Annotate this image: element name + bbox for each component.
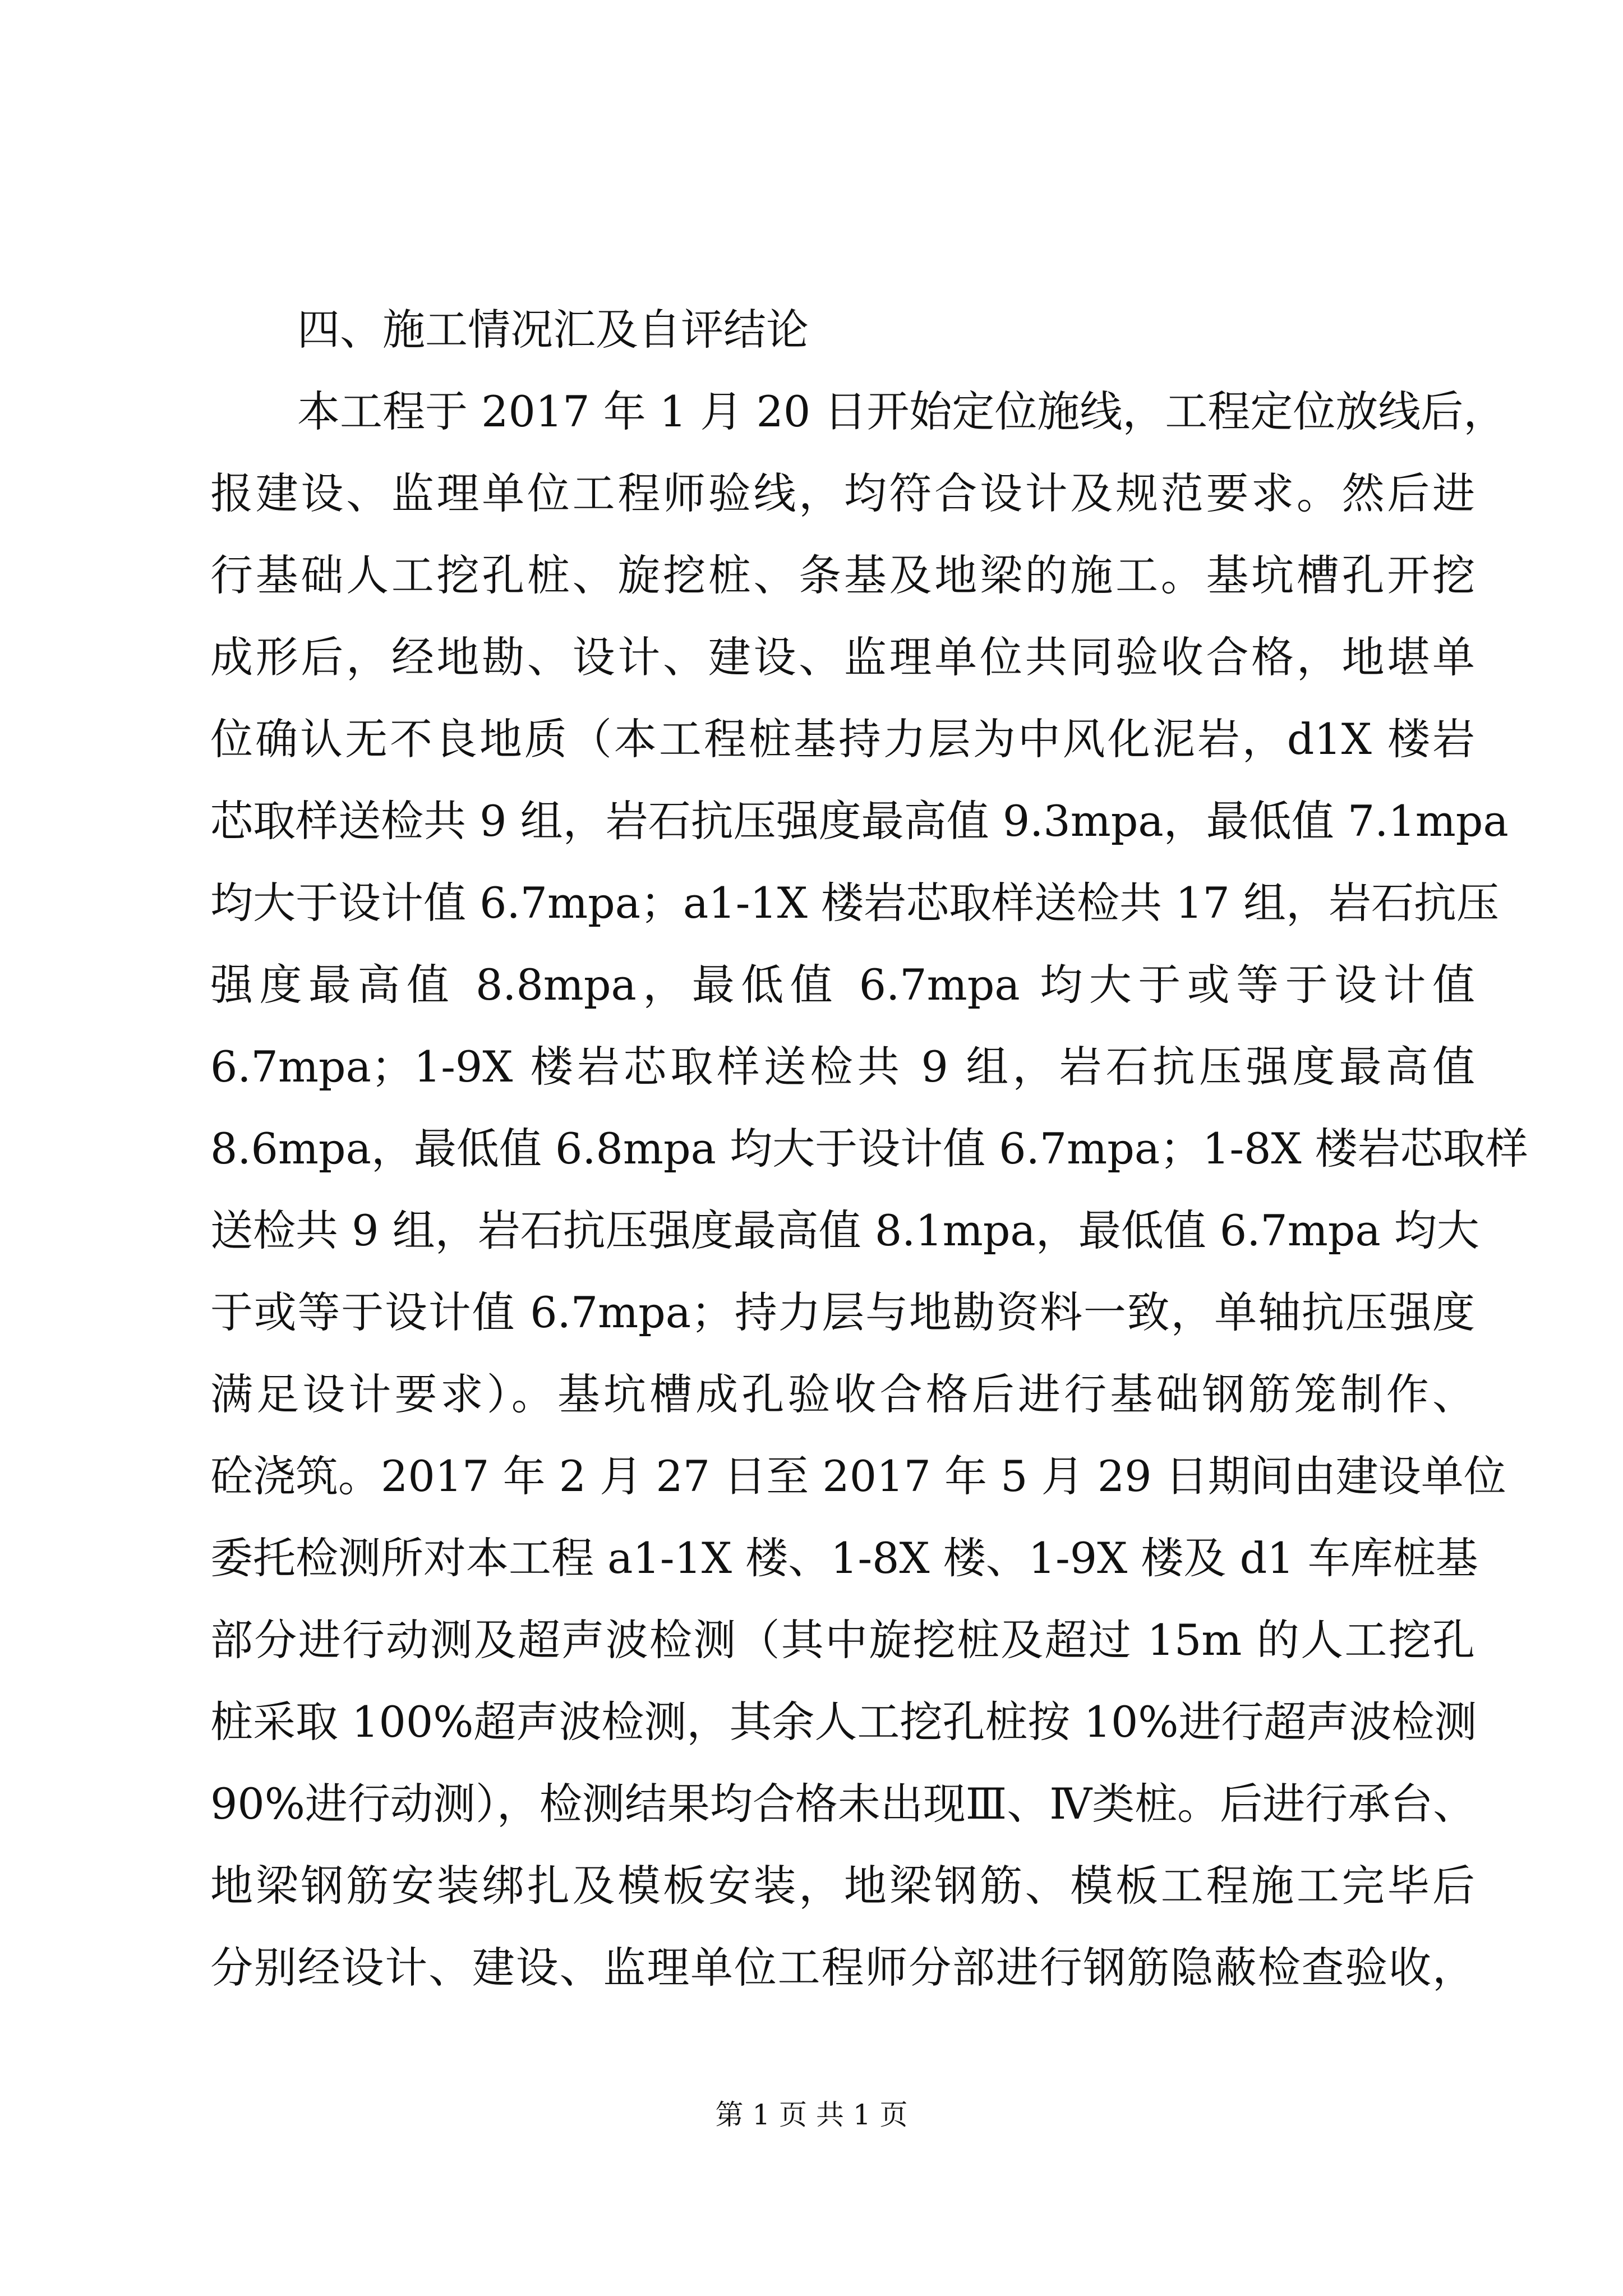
paragraph-line-18: 90%进行动测），检测结果均合格未出现Ⅲ、Ⅳ类桩。后进行承台、 [210, 1779, 1476, 1829]
paragraph-line-13: 满足设计要求）。基坑槽成孔验收合格后进行基础钢筋笼制作、 [210, 1369, 1475, 1419]
paragraph-line-16: 部分进行动测及超声波检测（其中旋挖桩及超过 15m 的人工挖孔 [210, 1615, 1475, 1665]
paragraph-line-2: 报建设、监理单位工程师验线，均符合设计及规范要求。然后进 [210, 468, 1475, 518]
paragraph-line-15: 委托检测所对本工程 a1-1X 楼、1-8X 楼、1-9X 楼及 d1 车库桩基 [210, 1533, 1478, 1583]
paragraph-line-7: 均大于设计值 6.7mpa；a1-1X 楼岩芯取样送检共 17 组，岩石抗压 [210, 878, 1500, 928]
paragraph-line-19: 地梁钢筋安装绑扎及模板安装，地梁钢筋、模板工程施工完毕后 [210, 1861, 1475, 1911]
paragraph-line-17: 桩采取 100%超声波检测，其余人工挖孔桩按 10%进行超声波检测 [210, 1697, 1477, 1747]
paragraph-line-10: 8.6mpa，最低值 6.8mpa 均大于设计值 6.7mpa；1-8X 楼岩芯取样 [210, 1124, 1528, 1174]
paragraph-line-14: 砼浇筑。2017 年 2 月 27 日至 2017 年 5 月 29 日期间由建设单位 [210, 1451, 1506, 1501]
page-footer: 第 1 页 共 1 页 [715, 2099, 908, 2131]
paragraph-line-6: 芯取样送检共 9 组，岩石抗压强度最高值 9.3mpa，最低值 7.1mpa [210, 796, 1509, 846]
paragraph-line-20: 分别经设计、建设、监理单位工程师分部进行钢筋隐蔽检查验收， [210, 1943, 1475, 1993]
document-body [210, 289, 1528, 2009]
paragraph-line-12: 于或等于设计值 6.7mpa；持力层与地勘资料一致，单轴抗压强度 [210, 1287, 1475, 1337]
paragraph-line-3: 行基础人工挖孔桩、旋挖桩、条基及地梁的施工。基坑槽孔开挖 [210, 550, 1475, 600]
section-heading: 四、施工情况汇及自评结论 [297, 305, 809, 355]
paragraph-line-8: 强度最高值 8.8mpa，最低值 6.7mpa 均大于或等于设计值 [210, 960, 1475, 1010]
paragraph-line-4: 成形后，经地勘、设计、建设、监理单位共同验收合格，地堪单 [210, 632, 1475, 682]
paragraph-line-5: 位确认无不良地质（本工程桩基持力层为中风化泥岩，d1X 楼岩 [210, 714, 1475, 764]
paragraph-line-1: 本工程于 2017 年 1 月 20 日开始定位施线，工程定位放线后， [297, 386, 1506, 436]
paragraph-line-9: 6.7mpa；1-9X 楼岩芯取样送检共 9 组，岩石抗压强度最高值 [210, 1042, 1475, 1092]
paragraph-line-11: 送检共 9 组，岩石抗压强度最高值 8.1mpa，最低值 6.7mpa 均大 [210, 1205, 1479, 1255]
